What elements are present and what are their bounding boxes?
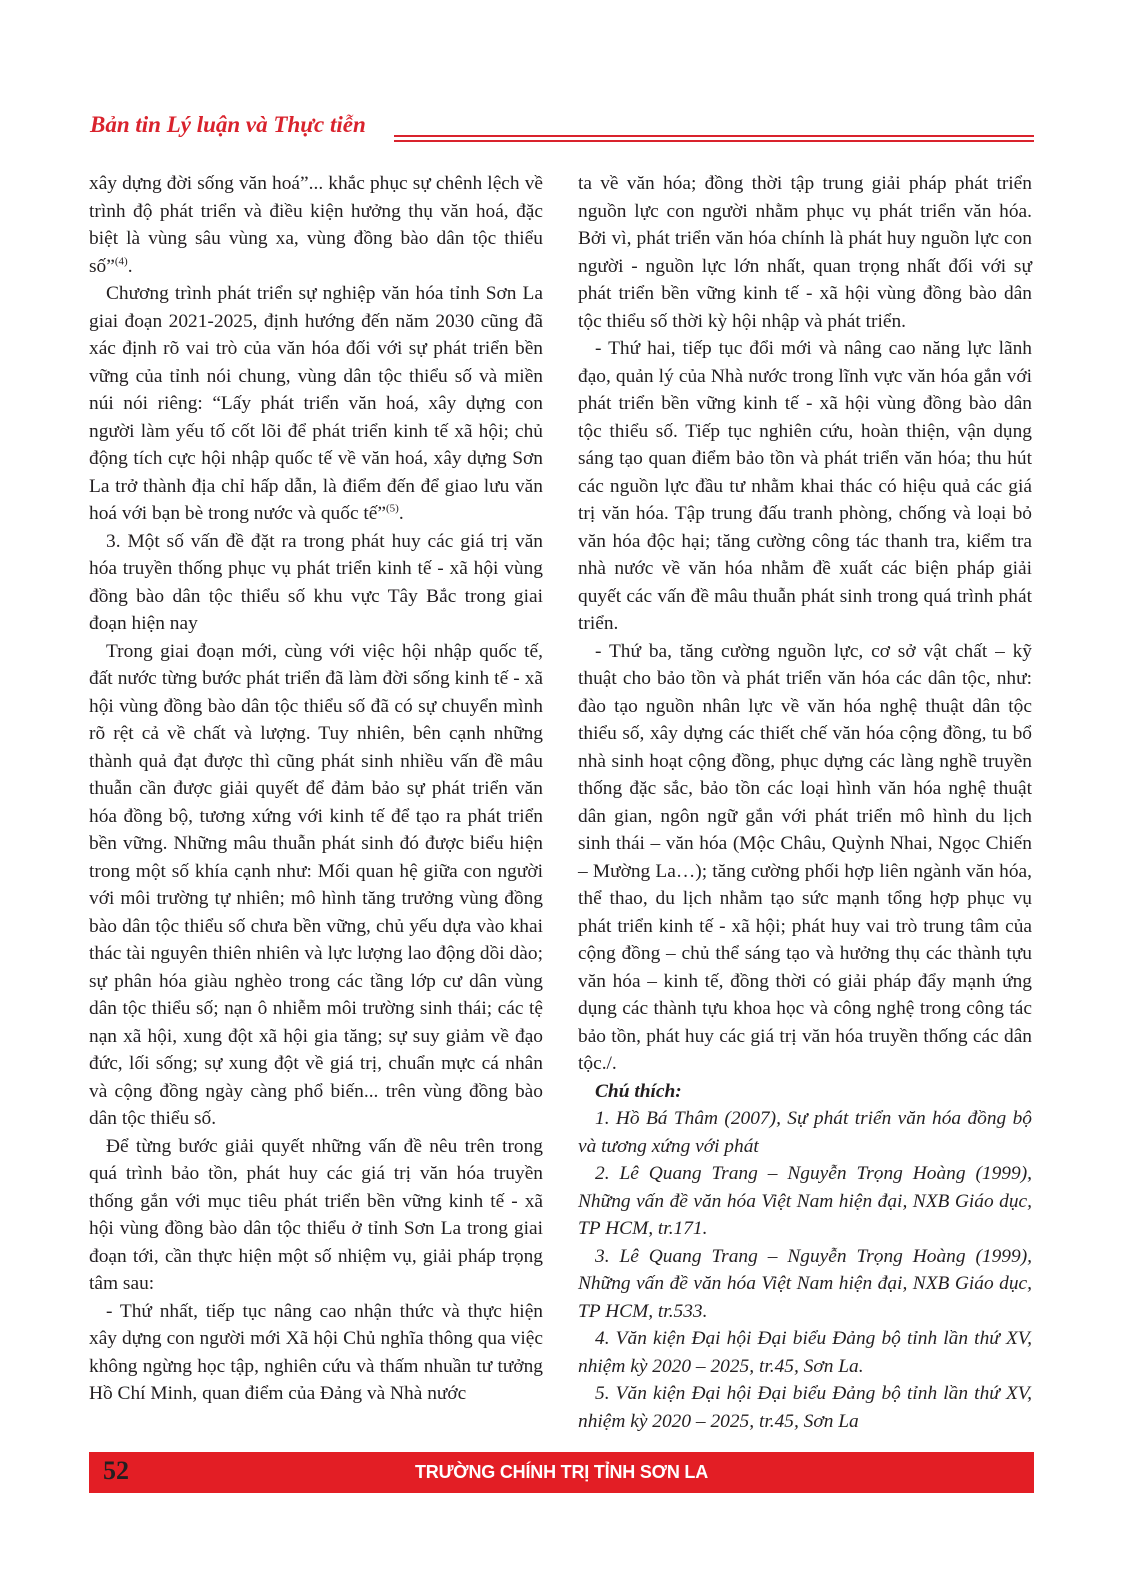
page-number: 52 (103, 1456, 129, 1485)
left-column (89, 170, 543, 1408)
paragraph: xây dựng đời sống văn hoá”... khắc phục sự chênh lệch về trình độ phát triển và điều kiện hưởng thụ văn hoá, đặc biệt là vùng sâu vùng xa, vùng đồng bào dân tộc thiểu số”$^{(4)}$. (89, 173, 543, 277)
notes-title: Chú thích: (595, 1080, 682, 1102)
paragraph: Chương trình phát triển sự nghiệp văn hóa tỉnh Sơn La giai đoạn 2021-2025, định hướng đến năm 2030 cũng đã xác định rõ vai trò của văn hóa đối với sự phát triển bền vững của tỉnh nói chung, vùng dân tộc thiểu số và miền núi nói riêng: “Lấy phát triển văn hoá, xây dựng con người làm yếu tố cốt lõi để phát triển kinh tế xã hội; chủ động tích cực hội nhập quốc tế về văn hoá, xây dựng Sơn La trở thành địa chỉ hấp dẫn, là điểm đến để giao lưu văn hoá với bạn bè trong nước và quốc tế”$^{(5)}$. (89, 283, 543, 524)
footnote-ref: (4) (114, 255, 128, 268)
right-column (578, 170, 1032, 1435)
paragraph: - Thứ ba, tăng cường nguồn lực, cơ sở vật chất – kỹ thuật cho bảo tồn và phát triển văn hóa các dân tộc, như: đào tạo nguồn nhân lực về văn hóa nghệ thuật dân tộc thiểu số, xây dựng các thiết chế văn hóa cộng đồng, tu bổ nhà sinh hoạt cộng đồng, phục dựng các làng nghề truyền thống đặc sắc, bảo tồn các loại hình văn hóa nghệ thuật dân gian, ngôn ngữ gắn với phát triển mô hình du lịch sinh thái – văn hóa (Mộc Châu, Quỳnh Nhai, Ngọc Chiến – Mường La…); tăng cường phối hợp liên ngành văn hóa, thể thao, du lịch nhằm tạo sức mạnh tổng hợp phục vụ phát triển kinh tế - xã hội; phát huy vai trò trung tâm của cộng đồng – chủ thể sáng tạo và hưởng thụ các thành tựu văn hóa – kinh tế, đồng thời có giải pháp đẩy mạnh ứng dụng các thành tựu khoa học và công nghệ trong công tác bảo tồn, phát huy các giá trị văn hóa truyền thống các dân tộc./. (578, 640, 1032, 1074)
paragraph: - Thứ nhất, tiếp tục nâng cao nhận thức và thực hiện xây dựng con người mới Xã hội Chủ nghĩa thông qua việc không ngừng học tập, nghiên cứu và thấm nhuần tư tưởng Hồ Chí Minh, quan điểm của Đảng và Nhà nước (89, 1300, 543, 1404)
bulletin-title: Bản tin Lý luận và Thực tiễn (90, 112, 366, 137)
paragraph: Để từng bước giải quyết những vấn đề nêu trên trong quá trình bảo tồn, phát huy các giá trị văn hóa truyền thống gắn với mục tiêu phát triển bền vững kinh tế - xã hội vùng đồng bào dân tộc thiểu ở tỉnh Sơn La trong giai đoạn tới, cần thực hiện một số nhiệm vụ, giải pháp trọng tâm sau: (89, 1135, 543, 1294)
header-rule-bottom (394, 140, 1034, 142)
page-footer (89, 1452, 1034, 1493)
note-item: 3. Lê Quang Trang – Nguyễn Trọng Hoàng (1999), Những vấn đề văn hóa Việt Nam hiện đại, NXB Giáo dục, TP HCM, tr.533. (578, 1245, 1032, 1322)
paragraph: - Thứ hai, tiếp tục đổi mới và nâng cao năng lực lãnh đạo, quản lý của Nhà nước trong lĩnh vực văn hóa gắn với phát triển bền vững kinh tế - xã hội vùng đồng bào dân tộc thiểu số. Tiếp tục nghiên cứu, hoàn thiện, vận dụng sáng tạo quan điểm bảo tồn và phát triển văn hóa; thu hút các nguồn lực đầu tư nhằm khai thác có hiệu quả các giá trị văn hóa. Tập trung đấu tranh phòng, chống và loại bỏ văn hóa độc hại; tăng cường công tác thanh tra, kiểm tra nhà nước về văn hóa nhằm đề xuất các biện pháp giải quyết các vấn đề mâu thuẫn phát sinh trong quá trình phát triển. (578, 338, 1032, 634)
header-rule-top (394, 135, 1034, 137)
footnote-ref: (5) (386, 502, 399, 515)
note-item: 2. Lê Quang Trang – Nguyễn Trọng Hoàng (1999), Những vấn đề văn hóa Việt Nam hiện đại, NXB Giáo dục, TP HCM, tr.171. (578, 1163, 1032, 1239)
section-heading: 3. Một số vấn đề đặt ra trong phát huy các giá trị văn hóa truyền thống phục vụ phát triển kinh tế - xã hội vùng đồng bào dân tộc thiểu số khu vực Tây Bắc trong giai đoạn hiện nay (89, 530, 543, 634)
footer-institution: TRƯỜNG CHÍNH TRỊ TỈNH SƠN LA (414, 1462, 709, 1482)
page-header (90, 112, 1034, 142)
note-item: 4. Văn kiện Đại hội Đại biểu Đảng bộ tỉnh lần thứ XV, nhiệm kỳ 2020 – 2025, tr.45, Sơn La. (578, 1328, 1032, 1377)
paragraph: ta về văn hóa; đồng thời tập trung giải pháp phát triển nguồn lực con người nhằm phục vụ phát triển văn hóa. Bởi vì, phát triển văn hóa chính là phát huy nguồn lực con người - nguồn lực lớn nhất, quan trọng nhất đối với sự phát triển bền vững kinh tế - xã hội vùng đồng bào dân tộc thiểu số thời kỳ hội nhập và phát triển. (578, 173, 1032, 332)
paragraph: Trong giai đoạn mới, cùng với việc hội nhập quốc tế, đất nước từng bước phát triển đã làm đời sống kinh tế - xã hội vùng đồng bào dân tộc thiểu số đã có sự chuyển mình rõ rệt cả về chất và lượng. Tuy nhiên, bên cạnh những thành quả đạt được thì cũng phát sinh nhiều vấn đề mâu thuẫn cần được giải quyết để đảm bảo sự phát triển văn hóa đồng bộ, tương xứng với kinh tế để tạo ra phát triển bền vững. Những mâu thuẫn phát sinh đó được biểu hiện trong một số khía cạnh như: Mối quan hệ giữa con người với môi trường tự nhiên; mô hình tăng trưởng vùng đồng bào dân tộc thiểu số chưa bền vững, chủ yếu dựa vào khai thác tài nguyên thiên nhiên và lực lượng lao động dồi dào; sự phân hóa giàu nghèo trong các tầng lớp cư dân vùng dân tộc thiểu số; nạn ô nhiễm môi trường sinh thái; các tệ nạn xã hội, xung đột xã hội gia tăng; sự suy giảm về đạo đức, lối sống; sự xung đột về giá trị, chuẩn mực cá nhân và cộng đồng ngày càng phổ biến... trên vùng đồng bào dân tộc thiểu số. (89, 640, 543, 1129)
note-item: 1. Hồ Bá Thâm (2007), Sự phát triển văn hóa đồng bộ và tương xứng với phát (578, 1108, 1032, 1157)
note-item: 5. Văn kiện Đại hội Đại biểu Đảng bộ tỉnh lần thứ XV, nhiệm kỳ 2020 – 2025, tr.45, Sơn La (578, 1383, 1032, 1432)
